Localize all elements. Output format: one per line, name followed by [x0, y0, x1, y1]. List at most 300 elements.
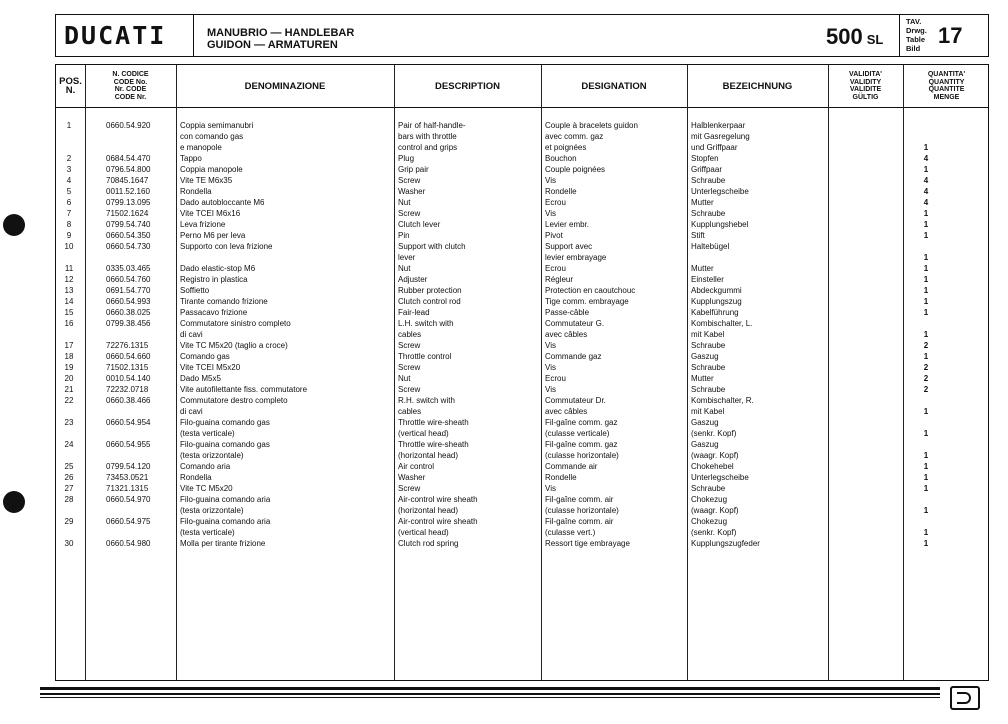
col-header-text: VALIDITA' — [849, 71, 882, 78]
cell-fr: Rondelle — [545, 187, 577, 196]
cell-en: L.H. switch with — [398, 319, 454, 328]
cell-qty: 1 — [923, 429, 929, 438]
cell-de: Gaszug — [691, 418, 719, 427]
cell-de: mit Kabel — [691, 330, 725, 339]
cell-code: 70845.1647 — [106, 176, 149, 185]
cell-pos: 3 — [66, 165, 72, 174]
cell-fr: Ecrou — [545, 264, 566, 273]
cell-de: Kupplungshebel — [691, 220, 749, 229]
cell-en: Screw — [398, 385, 421, 394]
brand-logo: DUCATI — [64, 21, 167, 50]
cell-de: Mutter — [691, 198, 714, 207]
table-row — [56, 131, 986, 142]
cell-it: Leva frizione — [180, 220, 226, 229]
cell-fr: levier embrayage — [545, 253, 607, 262]
cell-qty: 1 — [923, 407, 929, 416]
table-row — [56, 219, 986, 230]
cell-pos: 11 — [64, 264, 74, 273]
col-header-text: CODE Nr. — [114, 93, 147, 101]
cell-pos: 29 — [64, 517, 74, 526]
cell-pos: 6 — [66, 198, 72, 207]
cell-it: Filo-guaina comando gas — [180, 418, 270, 427]
col-header-text: N. — [65, 85, 76, 96]
table-row — [56, 428, 986, 439]
binder-hole-bottom — [3, 491, 25, 513]
table-row — [56, 373, 986, 384]
table-row — [56, 340, 986, 351]
cell-it: Filo-guaina comando aria — [180, 517, 271, 526]
table-row — [56, 417, 986, 428]
cell-en: Nut — [398, 198, 411, 207]
cell-en: cables — [398, 407, 422, 416]
cell-fr: Fil-gaîne comm. gaz — [545, 418, 618, 427]
footer-rule — [40, 687, 940, 690]
cell-code: 0691.54.770 — [106, 286, 151, 295]
cell-en: Rubber protection — [398, 286, 462, 295]
table-row — [56, 439, 986, 450]
cell-fr: Vis — [545, 341, 556, 350]
cell-de: Halblenkerpaar — [691, 121, 746, 130]
cell-de: Kombischalter, L. — [691, 319, 753, 328]
cell-qty: 4 — [923, 176, 929, 185]
cell-pos: 26 — [64, 473, 74, 482]
table-number: 17 — [938, 23, 963, 48]
cell-code: 0660.38.466 — [106, 396, 151, 405]
table-row — [56, 395, 986, 406]
table-row — [56, 494, 986, 505]
cell-de: Chokezug — [691, 517, 728, 526]
cell-fr: Vis — [545, 385, 556, 394]
cell-code: 0660.54.975 — [106, 517, 151, 526]
cell-de: Unterlegscheibe — [691, 187, 749, 196]
cell-fr: Ressort tige embrayage — [545, 539, 630, 548]
table-row — [56, 230, 986, 241]
cell-code: 0796.54.800 — [106, 165, 151, 174]
cell-fr: Fil-gaîne comm. gaz — [545, 440, 618, 449]
table-row — [56, 153, 986, 164]
cell-fr: Commande gaz — [545, 352, 602, 361]
col-header-text: N. CODICE — [112, 71, 149, 78]
cell-qty: 1 — [923, 275, 929, 284]
cell-fr: avec comm. gaz — [545, 132, 604, 141]
cell-code: 0660.54.955 — [106, 440, 151, 449]
cell-pos: 19 — [64, 363, 74, 372]
footer-rule — [40, 697, 940, 698]
cell-de: Gaszug — [691, 352, 719, 361]
table-row — [56, 197, 986, 208]
cell-qty: 1 — [923, 297, 929, 306]
cell-en: Air control — [398, 462, 435, 471]
cell-de: Kupplungszugfeder — [691, 539, 760, 548]
header-divider — [899, 15, 900, 56]
cell-it: Perno M6 per leva — [180, 231, 246, 240]
cell-code: 71502.1315 — [106, 363, 149, 372]
cell-it: Vite autofilettante fiss. commutatore — [180, 385, 308, 394]
cell-fr: Pivot — [545, 231, 563, 240]
cell-en: bars with throttle — [398, 132, 457, 141]
cell-en: Clutch lever — [398, 220, 441, 229]
cell-de: Abdeckgummi — [691, 286, 742, 295]
cell-qty: 1 — [923, 330, 929, 339]
cell-it: Tirante comando frizione — [180, 297, 268, 306]
cell-code: 0660.54.970 — [106, 495, 151, 504]
cell-en: Screw — [398, 341, 421, 350]
cell-qty: 1 — [923, 220, 929, 229]
cell-it: e manopole — [180, 143, 222, 152]
cell-code: 0799.13.095 — [106, 198, 151, 207]
col-header-text: CODE No. — [113, 78, 148, 86]
cell-qty: 1 — [923, 484, 929, 493]
cell-en: Pin — [398, 231, 410, 240]
cell-fr: Levier embr. — [545, 220, 590, 229]
cell-qty: 1 — [923, 286, 929, 295]
page-header — [55, 14, 989, 57]
col-header-text: QUANTITE — [928, 86, 965, 93]
cell-de: Unterlegscheibe — [691, 473, 749, 482]
cell-it: (testa verticale) — [180, 429, 235, 438]
tav-label: TAV. — [906, 17, 922, 26]
table-row — [56, 296, 986, 307]
col-header-text: VALIDITY — [849, 78, 882, 86]
table-row — [56, 263, 986, 274]
cell-de: (waagr. Kopf) — [691, 451, 739, 460]
parts-table — [55, 64, 989, 681]
table-row — [56, 516, 986, 527]
cell-qty: 1 — [923, 539, 929, 548]
table-row — [56, 186, 986, 197]
table-row — [56, 175, 986, 186]
cell-pos: 10 — [64, 242, 74, 251]
cell-qty: 2 — [923, 341, 929, 350]
cell-de: Schraube — [691, 363, 726, 372]
col-header-bezeichnung: BEZEICHNUNG — [722, 80, 793, 92]
cell-code: 0799.54.120 — [106, 462, 151, 471]
cell-de: Griffpaar — [691, 165, 722, 174]
cell-en: (horizontal head) — [398, 506, 459, 515]
cell-de: Kupplungszug — [691, 297, 742, 306]
cell-de: Schraube — [691, 341, 726, 350]
cell-fr: Couple poignées — [545, 165, 606, 174]
cell-en: Throttle control — [398, 352, 452, 361]
cell-it: Coppia manopole — [180, 165, 243, 174]
table-row — [56, 318, 986, 329]
cell-pos: 9 — [66, 231, 72, 240]
cell-de: und Griffpaar — [691, 143, 738, 152]
cell-de: Kombischalter, R. — [691, 396, 754, 405]
cell-en: (vertical head) — [398, 528, 449, 537]
table-row — [56, 384, 986, 395]
cell-en: Nut — [398, 264, 411, 273]
cell-it: Dado elastic-stop M6 — [180, 264, 256, 273]
cell-de: Chokehebel — [691, 462, 734, 471]
cell-code: 0660.54.980 — [106, 539, 151, 548]
cell-qty: 2 — [923, 374, 929, 383]
cell-fr: Régleur — [545, 275, 574, 284]
cell-it: Registro in plastica — [180, 275, 248, 284]
cell-pos: 8 — [66, 220, 72, 229]
col-header-designation: DESIGNATION — [581, 80, 647, 92]
cell-qty: 1 — [923, 264, 929, 273]
cell-en: Screw — [398, 209, 421, 218]
cell-it: Vite TC M5x20 — [180, 484, 233, 493]
cell-fr: Ecrou — [545, 374, 566, 383]
cell-fr: Vis — [545, 209, 556, 218]
cell-de: Gaszug — [691, 440, 719, 449]
cell-it: Commutatore destro completo — [180, 396, 288, 405]
tav-label: Drwg. — [906, 26, 927, 35]
header-divider — [193, 15, 194, 56]
cell-code: 0799.54.740 — [106, 220, 151, 229]
cell-de: Schraube — [691, 484, 726, 493]
col-header-validity — [828, 65, 903, 107]
cell-fr: (culasse horizontale) — [545, 506, 619, 515]
cell-it: Comando aria — [180, 462, 231, 471]
cell-qty: 1 — [923, 143, 929, 152]
cell-de: mit Kabel — [691, 407, 725, 416]
cell-fr: (culasse horizontale) — [545, 451, 619, 460]
cell-it: Vite TE M6x35 — [180, 176, 233, 185]
cell-it: di cavi — [180, 407, 203, 416]
cell-fr: Fil-gaîne comm. air — [545, 517, 614, 526]
col-header-quantity — [903, 65, 990, 107]
cell-qty: 1 — [923, 506, 929, 515]
cell-en: Washer — [398, 473, 426, 482]
cell-it: Molla per tirante frizione — [180, 539, 266, 548]
table-row — [56, 252, 986, 263]
table-row — [56, 208, 986, 219]
cell-it: Soffietto — [180, 286, 210, 295]
cell-code: 71321.1315 — [106, 484, 149, 493]
cell-qty: 1 — [923, 528, 929, 537]
cell-pos: 25 — [64, 462, 74, 471]
cell-it: Rondella — [180, 473, 212, 482]
cell-qty: 1 — [923, 231, 929, 240]
cell-code: 72276.1315 — [106, 341, 149, 350]
cell-pos: 12 — [64, 275, 74, 284]
cell-en: Washer — [398, 187, 426, 196]
cell-qty: 2 — [923, 385, 929, 394]
cell-it: Filo-guaina comando aria — [180, 495, 271, 504]
table-row — [56, 142, 986, 153]
cell-it: Passacavo frizione — [180, 308, 248, 317]
cell-de: Stift — [691, 231, 705, 240]
cell-code: 0660.54.760 — [106, 275, 151, 284]
cell-code: 0011.52.160 — [106, 187, 150, 196]
cell-pos: 20 — [64, 374, 74, 383]
cell-en: Support with clutch — [398, 242, 466, 251]
table-row — [56, 307, 986, 318]
cell-fr: Vis — [545, 176, 556, 185]
cell-fr: Support avec — [545, 242, 593, 251]
table-row — [56, 538, 986, 549]
cell-it: Dado M5x5 — [180, 374, 221, 383]
cell-qty: 1 — [923, 352, 929, 361]
binder-hole-top — [3, 214, 25, 236]
cell-pos: 13 — [64, 286, 74, 295]
cell-de: (senkr. Kopf) — [691, 429, 737, 438]
page-title-line1: MANUBRIO — HANDLEBAR — [207, 27, 355, 39]
cell-it: Vite TCEI M6x16 — [180, 209, 241, 218]
cell-fr: Commande air — [545, 462, 598, 471]
cell-qty: 1 — [923, 165, 929, 174]
cell-pos: 2 — [66, 154, 72, 163]
cell-de: Kabelführung — [691, 308, 739, 317]
cell-en: (vertical head) — [398, 429, 449, 438]
table-row — [56, 362, 986, 373]
cell-fr: Commutateur Dr. — [545, 396, 606, 405]
col-header-text: MENGE — [933, 93, 960, 101]
cell-en: R.H. switch with — [398, 396, 455, 405]
cell-it: Rondella — [180, 187, 212, 196]
cell-pos: 21 — [64, 385, 74, 394]
cell-fr: Couple à bracelets guidon — [545, 121, 638, 130]
cell-de: Chokezug — [691, 495, 728, 504]
cell-fr: avec câbles — [545, 330, 588, 339]
table-row — [56, 285, 986, 296]
cell-qty: 4 — [923, 187, 929, 196]
cell-en: Fair-lead — [398, 308, 430, 317]
cell-pos: 15 — [64, 308, 74, 317]
cell-code: 0335.03.465 — [106, 264, 151, 273]
tav-label: Bild — [906, 44, 921, 53]
cell-en: Air-control wire sheath — [398, 495, 478, 504]
cell-de: Mutter — [691, 264, 714, 273]
cell-pos: 4 — [66, 176, 72, 185]
cell-pos: 23 — [64, 418, 74, 427]
cell-code: 73453.0521 — [106, 473, 149, 482]
model-label — [826, 25, 883, 52]
cell-pos: 27 — [64, 484, 74, 493]
cell-it: Supporto con leva frizione — [180, 242, 273, 251]
col-header-denominazione: DENOMINAZIONE — [244, 80, 326, 92]
table-row — [56, 450, 986, 461]
cell-fr: Bouchon — [545, 154, 577, 163]
cell-it: Coppia semimanubri — [180, 121, 254, 130]
cell-en: (horizontal head) — [398, 451, 459, 460]
tav-label: Table — [906, 35, 926, 44]
cell-code: 0660.54.920 — [106, 121, 151, 130]
cell-qty: 1 — [923, 451, 929, 460]
table-row — [56, 120, 986, 131]
table-row — [56, 483, 986, 494]
table-row — [56, 472, 986, 483]
cell-it: Tappo — [180, 154, 202, 163]
cell-pos: 24 — [64, 440, 74, 449]
cell-fr: et poignées — [545, 143, 587, 152]
cell-fr: Rondelle — [545, 473, 577, 482]
cell-code: 0660.54.730 — [106, 242, 151, 251]
cell-pos: 18 — [64, 352, 74, 361]
cell-qty: 4 — [923, 198, 929, 207]
table-row — [56, 527, 986, 538]
table-row — [56, 241, 986, 252]
cell-fr: Protection en caoutchouc — [545, 286, 636, 295]
cell-it: Commutatore sinistro completo — [180, 319, 291, 328]
cell-code: 72232.0718 — [106, 385, 149, 394]
cell-it: (testa orizzontale) — [180, 506, 244, 515]
table-row — [56, 164, 986, 175]
cell-de: (waagr. Kopf) — [691, 506, 739, 515]
cell-code: 0660.54.993 — [106, 297, 151, 306]
cell-de: Mutter — [691, 374, 714, 383]
cell-de: Schraube — [691, 385, 726, 394]
cell-code: 0660.54.954 — [106, 418, 151, 427]
header-separator — [56, 107, 988, 108]
cell-de: Schraube — [691, 176, 726, 185]
cell-qty: 1 — [923, 308, 929, 317]
cell-en: Throttle wire-sheath — [398, 440, 469, 449]
cell-fr: avec câbles — [545, 407, 588, 416]
cell-de: Einsteller — [691, 275, 724, 284]
cell-it: (testa verticale) — [180, 528, 235, 537]
cell-en: Nut — [398, 374, 411, 383]
cell-pos: 28 — [64, 495, 74, 504]
cell-fr: Ecrou — [545, 198, 566, 207]
cell-it: Dado autobloccante M6 — [180, 198, 265, 207]
col-header-text: QUANTITA' — [927, 71, 966, 78]
col-header-text: GÜLTIG — [852, 93, 879, 101]
cell-qty: 1 — [923, 253, 929, 262]
table-row — [56, 505, 986, 516]
cell-pos: 1 — [66, 121, 72, 130]
cell-en: Screw — [398, 484, 421, 493]
cell-fr: Vis — [545, 363, 556, 372]
cell-it: Filo-guaina comando gas — [180, 440, 270, 449]
cell-en: Air-control wire sheath — [398, 517, 478, 526]
cell-fr: Commutateur G. — [545, 319, 605, 328]
cell-fr: Tige comm. embrayage — [545, 297, 629, 306]
col-header-text: QUANTITY — [928, 78, 965, 86]
cell-it: Vite TCEI M5x20 — [180, 363, 241, 372]
cell-code: 71502.1624 — [106, 209, 149, 218]
cell-fr: Vis — [545, 484, 556, 493]
cell-en: Screw — [398, 363, 421, 372]
cell-it: con comando gas — [180, 132, 244, 141]
cell-pos: 22 — [64, 396, 74, 405]
cell-en: Pair of half-handle- — [398, 121, 466, 130]
cell-code: 0660.54.660 — [106, 352, 151, 361]
cell-code: 0684.54.470 — [106, 154, 151, 163]
table-row — [56, 461, 986, 472]
cell-en: Adjuster — [398, 275, 428, 284]
model-number: 500 — [826, 24, 863, 49]
table-row — [56, 274, 986, 285]
cell-it: Vite TC M5x20 (taglio a croce) — [180, 341, 288, 350]
cell-de: Haltebügel — [691, 242, 730, 251]
cell-fr: Fil-gaîne comm. air — [545, 495, 614, 504]
cell-qty: 1 — [923, 209, 929, 218]
cell-en: control and grips — [398, 143, 458, 152]
cell-qty: 1 — [923, 473, 929, 482]
col-header-code — [85, 65, 176, 107]
col-header-text: Nr. CODE — [114, 86, 147, 93]
cell-pos: 14 — [64, 297, 74, 306]
cell-de: Stopfen — [691, 154, 719, 163]
cell-code: 0010.54.140 — [106, 374, 151, 383]
cell-de: mit Gasregelung — [691, 132, 750, 141]
cell-en: lever — [398, 253, 416, 262]
footer-logo-icon — [950, 686, 980, 710]
cell-it: (testa orizzontale) — [180, 451, 244, 460]
cell-en: Plug — [398, 154, 415, 163]
cell-en: Screw — [398, 176, 421, 185]
cell-fr: Passe-câble — [545, 308, 590, 317]
col-header-pos — [56, 65, 85, 107]
cell-fr: (culasse verticale) — [545, 429, 610, 438]
cell-pos: 16 — [64, 319, 74, 328]
cell-de: (senkr. Kopf) — [691, 528, 737, 537]
cell-code: 0660.54.350 — [106, 231, 151, 240]
